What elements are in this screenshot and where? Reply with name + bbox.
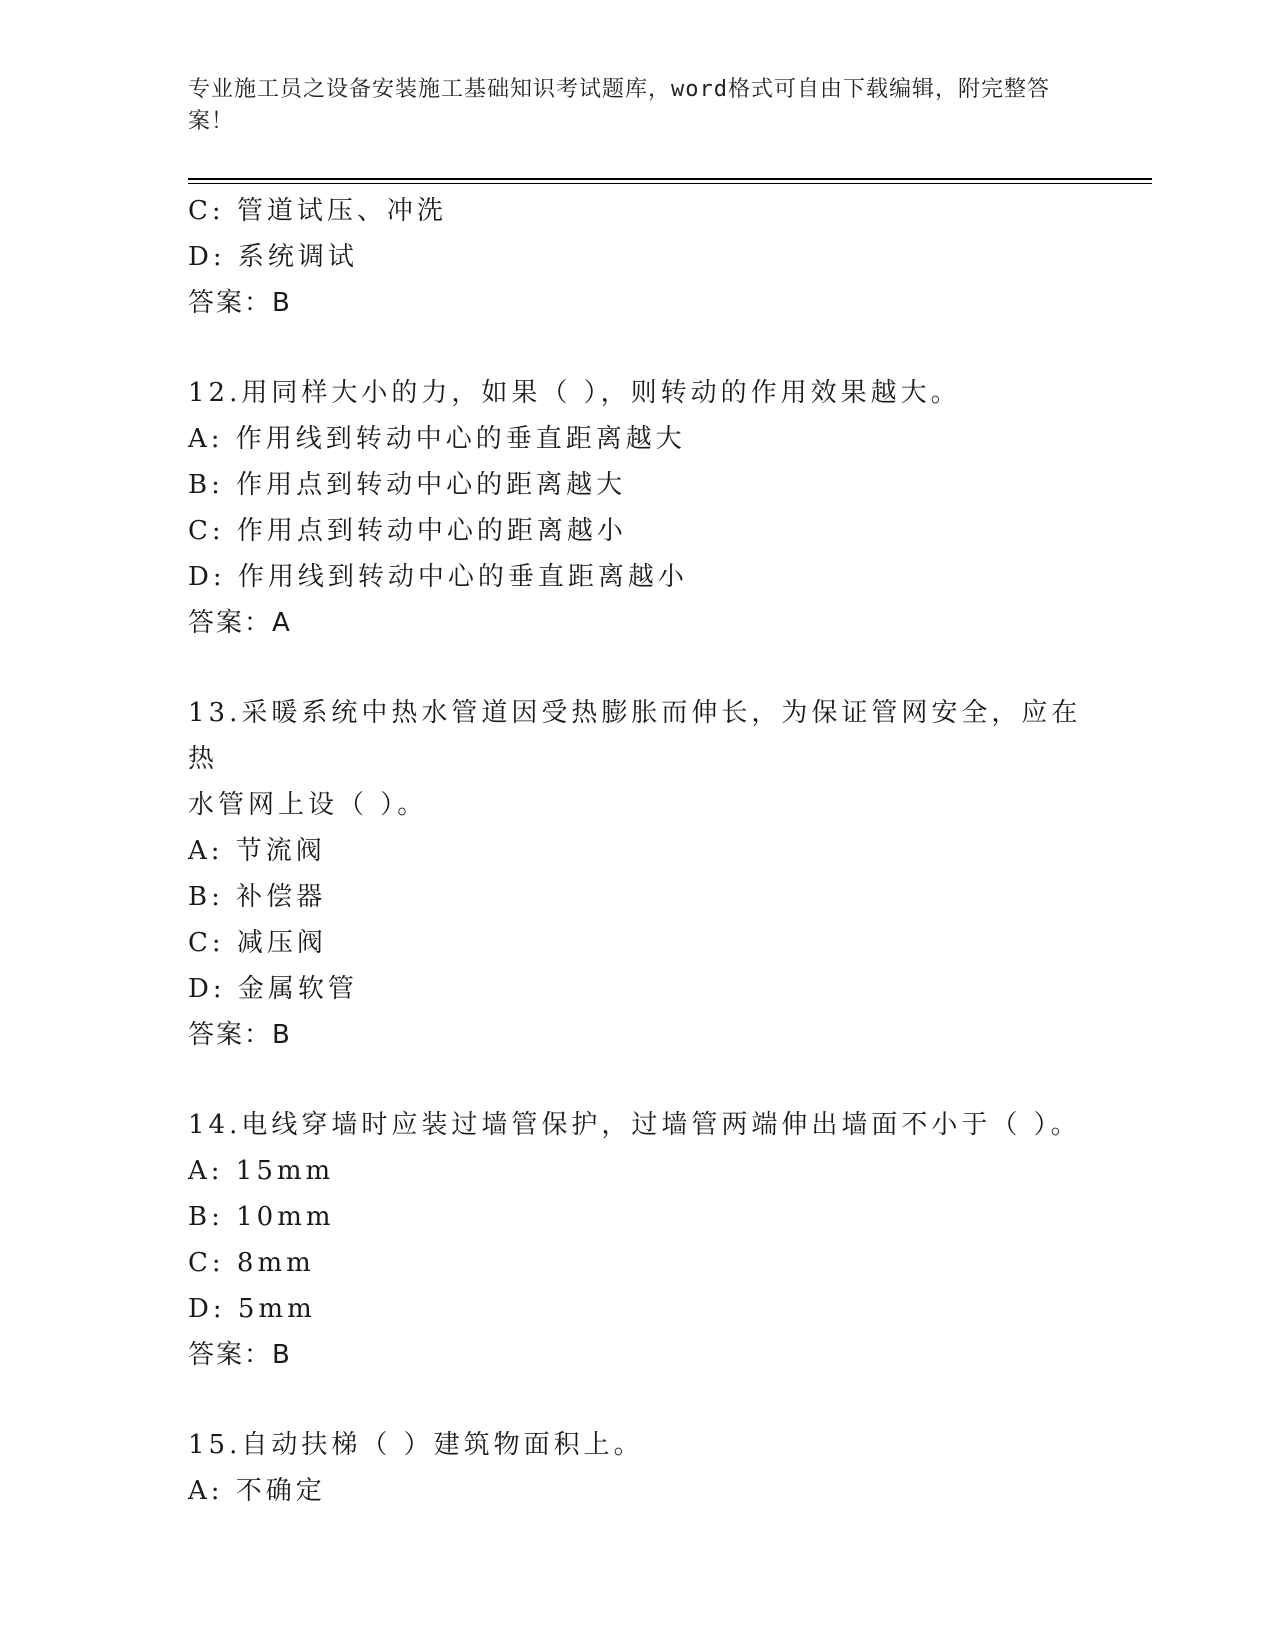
option-d: D: 金属软管: [188, 974, 358, 1004]
header-divider-thick: [188, 178, 1152, 180]
option-c: C: 作用点到转动中心的距离越小: [188, 516, 627, 546]
question-13: [188, 690, 1088, 1058]
option-a: A: 15mm: [188, 1156, 335, 1186]
option-c: C: 减压阀: [188, 928, 327, 958]
option-c: C: 管道试压、冲洗: [188, 196, 447, 226]
spacer: [188, 646, 1088, 690]
answer-line: 答案：B: [188, 1340, 292, 1370]
question-text-line-2: 水管网上设（ ）。: [188, 790, 428, 820]
option-a: A: 作用线到转动中心的垂直距离越大: [188, 424, 686, 454]
spacer: [188, 1058, 1088, 1102]
document-header: 专业施工员之设备安装施工基础知识考试题库，word格式可自由下载编辑，附完整答案！: [188, 77, 1050, 134]
option-b: B: 补偿器: [188, 882, 327, 912]
option-b: B: 作用点到转动中心的距离越大: [188, 470, 627, 500]
header-divider-thin: [188, 183, 1152, 184]
question-15: [188, 1422, 1088, 1514]
option-d: D: 5mm: [188, 1294, 316, 1324]
question-text: 14.电线穿墙时应装过墙管保护，过墙管两端伸出墙面不小于（ ）。: [188, 1110, 1081, 1140]
question-14: [188, 1102, 1088, 1378]
document-body: [188, 188, 1088, 1514]
question-text-line-1: 13.采暖系统中热水管道因受热膨胀而伸长，为保证管网安全，应在热: [188, 698, 1082, 774]
answer-line: 答案：B: [188, 288, 292, 318]
option-c: C: 8mm: [188, 1248, 315, 1278]
option-d: D: 系统调试: [188, 242, 358, 272]
question-text: 12.用同样大小的力，如果（ ），则转动的作用效果越大。: [188, 378, 961, 408]
question-12: [188, 370, 1088, 646]
question-text: 15.自动扶梯（ ）建筑物面积上。: [188, 1430, 644, 1460]
option-b: B: 10mm: [188, 1202, 335, 1232]
spacer: [188, 1378, 1088, 1422]
option-a: A: 不确定: [188, 1476, 326, 1506]
option-d: D: 作用线到转动中心的垂直距离越小: [188, 562, 688, 592]
spacer: [188, 326, 1088, 370]
option-a: A: 节流阀: [188, 836, 326, 866]
question-11-continued: [188, 188, 1088, 326]
answer-line: 答案：B: [188, 1020, 292, 1050]
answer-line: 答案：A: [188, 608, 292, 638]
